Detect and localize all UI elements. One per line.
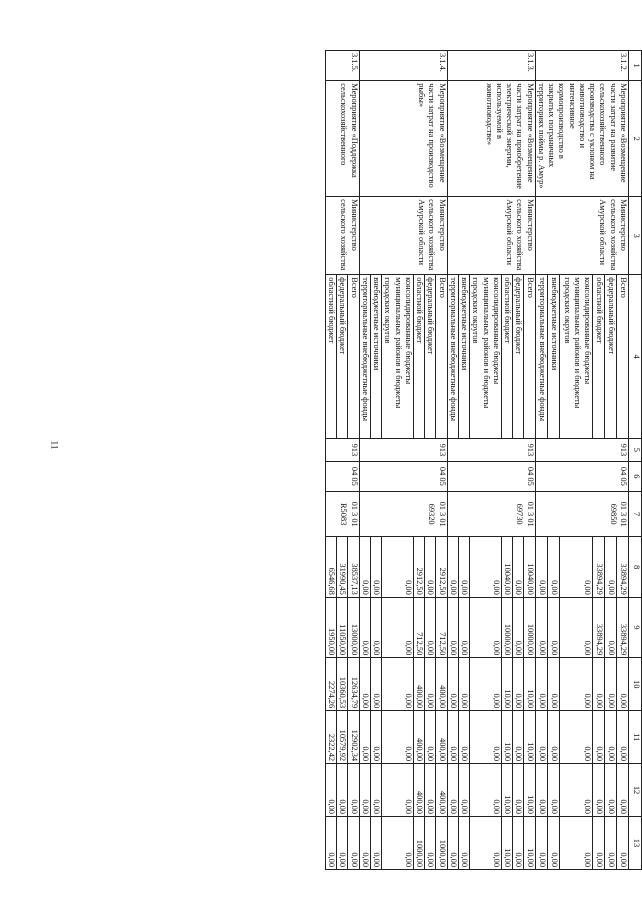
rotated-table-container (112, 50, 642, 870)
amount-cell: 10000,00 (502, 597, 513, 657)
amount-cell: 1000,00 (414, 816, 425, 869)
amount-cell: 0,00 (359, 537, 370, 597)
funding-source: территориальные внебюджетные фонды (447, 275, 458, 439)
amount-cell: 0,00 (459, 764, 470, 817)
amount-cell: 400,00 (414, 711, 425, 764)
amount-cell: 0,00 (513, 597, 524, 657)
amount-cell: 0,00 (459, 816, 470, 869)
amount-cell: 0,00 (593, 764, 605, 817)
amount-cell: 0,00 (359, 597, 370, 657)
amount-cell: 0,00 (359, 711, 370, 764)
amount-cell: 0,00 (382, 711, 414, 764)
item-executor: Министерство сельского хозяйства Амурской области (359, 197, 447, 275)
amount-cell: 0,00 (382, 597, 414, 657)
funding-source: Всего (436, 275, 447, 439)
funding-source: областной бюджет (414, 275, 425, 439)
item-name: Мероприятие «Возмещение части затрат на производство рыбы» (359, 81, 447, 197)
amount-cell: 0,00 (382, 816, 414, 869)
amount-cell: 2912,50 (436, 537, 447, 597)
amount-cell: 0,00 (371, 597, 382, 657)
funding-source: консолидированные бюджеты муниципальных районов и бюджеты городских округов (559, 275, 593, 439)
table-body (326, 51, 629, 870)
amount-cell: 33894,29 (617, 597, 629, 657)
amount-cell: 0,00 (447, 597, 458, 657)
amount-cell: 0,00 (447, 764, 458, 817)
amount-cell: 10,00 (524, 658, 535, 711)
funding-source: внебюджетные источники (371, 275, 382, 439)
amount-cell: 0,00 (547, 597, 559, 657)
amount-cell: 10360,53 (337, 658, 348, 711)
amount-cell: 0,00 (425, 764, 436, 817)
amount-cell: 0,00 (337, 764, 348, 817)
amount-cell: 10000,00 (524, 597, 535, 657)
code-target: 01 3 01 R5083 (326, 491, 360, 536)
code-target: 01 3 01 69850 (535, 491, 628, 536)
amount-cell: 0,00 (371, 537, 382, 597)
header-cell: 6 (629, 461, 642, 491)
item-number: 3.1.3. (447, 51, 535, 81)
amount-cell: 0,00 (425, 537, 436, 597)
amount-cell: 0,00 (382, 658, 414, 711)
amount-cell: 0,00 (605, 764, 617, 817)
amount-cell: 2912,50 (414, 537, 425, 597)
amount-cell: 400,00 (436, 658, 447, 711)
page-number: 11 (49, 440, 60, 450)
amount-cell: 38537,13 (348, 537, 359, 597)
amount-cell: 2274,26 (326, 658, 337, 711)
amount-cell: 0,00 (535, 658, 547, 711)
amount-cell: 0,00 (605, 537, 617, 597)
funding-source: федеральный бюджет (513, 275, 524, 439)
amount-cell: 0,00 (425, 816, 436, 869)
amount-cell: 400,00 (436, 711, 447, 764)
amount-cell: 33894,29 (593, 537, 605, 597)
amount-cell: 0,00 (359, 658, 370, 711)
amount-cell: 10040,00 (502, 537, 513, 597)
funding-source: Всего (617, 275, 629, 439)
amount-cell: 0,00 (535, 764, 547, 817)
amount-cell: 0,00 (617, 658, 629, 711)
header-cell: 11 (629, 711, 642, 764)
amount-cell: 0,00 (535, 816, 547, 869)
amount-cell: 0,00 (359, 764, 370, 817)
amount-cell: 0,00 (425, 658, 436, 711)
amount-cell: 0,00 (371, 711, 382, 764)
header-cell: 3 (629, 197, 642, 275)
table-row (348, 51, 359, 870)
item-executor: Министерство сельского хозяйства Амурской области (447, 197, 535, 275)
amount-cell: 400,00 (414, 658, 425, 711)
amount-cell: 0,00 (447, 537, 458, 597)
amount-cell: 712,50 (414, 597, 425, 657)
amount-cell: 10,00 (524, 816, 535, 869)
amount-cell: 0,00 (593, 658, 605, 711)
amount-cell: 10040,00 (524, 537, 535, 597)
amount-cell: 0,00 (371, 816, 382, 869)
amount-cell: 0,00 (326, 816, 337, 869)
code-target: 01 3 01 69730 (447, 491, 535, 536)
amount-cell: 0,00 (547, 816, 559, 869)
header-cell: 9 (629, 597, 642, 657)
header-cell: 12 (629, 764, 642, 817)
amount-cell: 10579,92 (337, 711, 348, 764)
funding-source: консолидированные бюджеты муниципальных районов и бюджеты городских округов (470, 275, 502, 439)
header-cell: 10 (629, 658, 642, 711)
amount-cell: 0,00 (513, 658, 524, 711)
amount-cell: 0,00 (513, 764, 524, 817)
amount-cell: 12902,34 (348, 711, 359, 764)
table-row (436, 51, 447, 870)
item-number: 3.1.5. (326, 51, 360, 81)
amount-cell: 0,00 (371, 764, 382, 817)
table-row (617, 51, 629, 870)
amount-cell: 0,00 (535, 537, 547, 597)
funding-source: Всего (348, 275, 359, 439)
amount-cell: 0,00 (470, 711, 502, 764)
amount-cell: 0,00 (547, 711, 559, 764)
amount-cell: 0,00 (447, 711, 458, 764)
amount-cell: 10,00 (502, 764, 513, 817)
amount-cell: 0,00 (459, 711, 470, 764)
header-cell: 5 (629, 439, 642, 462)
amount-cell: 0,00 (547, 764, 559, 817)
amount-cell: 0,00 (447, 658, 458, 711)
funding-source: территориальные внебюджетные фонды (359, 275, 370, 439)
amount-cell: 10,00 (502, 711, 513, 764)
amount-cell: 0,00 (513, 711, 524, 764)
amount-cell: 0,00 (459, 537, 470, 597)
funding-source: федеральный бюджет (425, 275, 436, 439)
amount-cell: 0,00 (447, 816, 458, 869)
code-grbs: 913 (447, 439, 535, 462)
code-section: 04 05 (359, 461, 447, 491)
amount-cell: 11050,00 (337, 597, 348, 657)
amount-cell: 10,00 (524, 764, 535, 817)
amount-cell: 0,00 (382, 764, 414, 817)
funding-source: Всего (524, 275, 535, 439)
funding-source: областной бюджет (593, 275, 605, 439)
funding-source: консолидированные бюджеты муниципальных районов и бюджеты городских округов (382, 275, 414, 439)
header-cell: 2 (629, 81, 642, 197)
item-number: 3.1.2. (535, 51, 628, 81)
amount-cell: 0,00 (547, 658, 559, 711)
budget-table (325, 50, 642, 870)
amount-cell: 0,00 (513, 816, 524, 869)
amount-cell: 0,00 (547, 537, 559, 597)
item-name: Мероприятие «Возмещение части затрат на приобретение электрической энергии, используемой в животноводстве» (447, 81, 535, 197)
funding-source: областной бюджет (326, 275, 337, 439)
amount-cell: 0,00 (617, 711, 629, 764)
item-executor: Министерство сельского хозяйства (326, 197, 360, 275)
funding-source: федеральный бюджет (605, 275, 617, 439)
amount-cell: 0,00 (382, 537, 414, 597)
amount-cell: 10,00 (524, 711, 535, 764)
funding-source: внебюджетные источники (459, 275, 470, 439)
amount-cell: 0,00 (605, 816, 617, 869)
item-executor: Министерство сельского хозяйства Амурской области (535, 197, 628, 275)
header-cell: 1 (629, 51, 642, 81)
amount-cell: 0,00 (559, 597, 593, 657)
amount-cell: 0,00 (559, 537, 593, 597)
amount-cell: 1000,00 (436, 816, 447, 869)
amount-cell: 0,00 (337, 816, 348, 869)
amount-cell: 31990,45 (337, 537, 348, 597)
amount-cell: 1950,00 (326, 597, 337, 657)
amount-cell: 0,00 (617, 816, 629, 869)
amount-cell: 0,00 (605, 597, 617, 657)
amount-cell: 0,00 (470, 764, 502, 817)
item-name: Мероприятие «Поддержка сельскохозяйственного (326, 81, 360, 197)
header-cell: 8 (629, 537, 642, 597)
amount-cell: 0,00 (513, 537, 524, 597)
code-target: 01 3 01 69320 (359, 491, 447, 536)
amount-cell: 0,00 (425, 597, 436, 657)
header-cell: 13 (629, 816, 642, 869)
amount-cell: 33894,29 (593, 597, 605, 657)
amount-cell: 6546,68 (326, 537, 337, 597)
amount-cell: 0,00 (470, 658, 502, 711)
header-cell: 7 (629, 491, 642, 536)
funding-source: областной бюджет (502, 275, 513, 439)
amount-cell: 0,00 (559, 816, 593, 869)
funding-source: внебюджетные источники (547, 275, 559, 439)
item-number: 3.1.4. (359, 51, 447, 81)
amount-cell: 0,00 (617, 764, 629, 817)
amount-cell: 0,00 (535, 597, 547, 657)
amount-cell: 0,00 (371, 658, 382, 711)
amount-cell: 0,00 (605, 658, 617, 711)
amount-cell: 0,00 (605, 711, 617, 764)
item-name: Мероприятие «Возмещение части затрат на развитие сельскохозяйственного производства с уклоном на животноводство и интенсивное кормопроизводство в закрытых пограничных территориях поймы р. Амур» (535, 81, 628, 197)
header-row (629, 51, 642, 870)
amount-cell: 10,00 (502, 816, 513, 869)
amount-cell: 2322,42 (326, 711, 337, 764)
amount-cell: 33894,29 (617, 537, 629, 597)
code-grbs: 913 (535, 439, 628, 462)
code-section: 04 05 (326, 461, 360, 491)
funding-source: федеральный бюджет (337, 275, 348, 439)
amount-cell: 0,00 (593, 711, 605, 764)
amount-cell: 0,00 (425, 711, 436, 764)
amount-cell: 12634,79 (348, 658, 359, 711)
amount-cell: 0,00 (470, 597, 502, 657)
amount-cell: 0,00 (470, 537, 502, 597)
amount-cell: 400,00 (436, 764, 447, 817)
code-grbs: 913 (359, 439, 447, 462)
amount-cell: 0,00 (559, 764, 593, 817)
amount-cell: 0,00 (559, 711, 593, 764)
code-section: 04 05 (535, 461, 628, 491)
amount-cell: 0,00 (593, 816, 605, 869)
amount-cell: 712,50 (436, 597, 447, 657)
amount-cell: 0,00 (326, 764, 337, 817)
amount-cell: 0,00 (459, 658, 470, 711)
code-grbs: 913 (326, 439, 360, 462)
funding-source: территориальные внебюджетные фонды (535, 275, 547, 439)
amount-cell: 0,00 (348, 764, 359, 817)
table-row (524, 51, 535, 870)
amount-cell: 400,00 (414, 764, 425, 817)
amount-cell: 0,00 (359, 816, 370, 869)
amount-cell: 0,00 (348, 816, 359, 869)
header-cell: 4 (629, 275, 642, 439)
amount-cell: 10,00 (502, 658, 513, 711)
amount-cell: 13000,00 (348, 597, 359, 657)
amount-cell: 0,00 (470, 816, 502, 869)
amount-cell: 0,00 (559, 658, 593, 711)
amount-cell: 0,00 (459, 597, 470, 657)
code-section: 04 05 (447, 461, 535, 491)
amount-cell: 0,00 (535, 711, 547, 764)
